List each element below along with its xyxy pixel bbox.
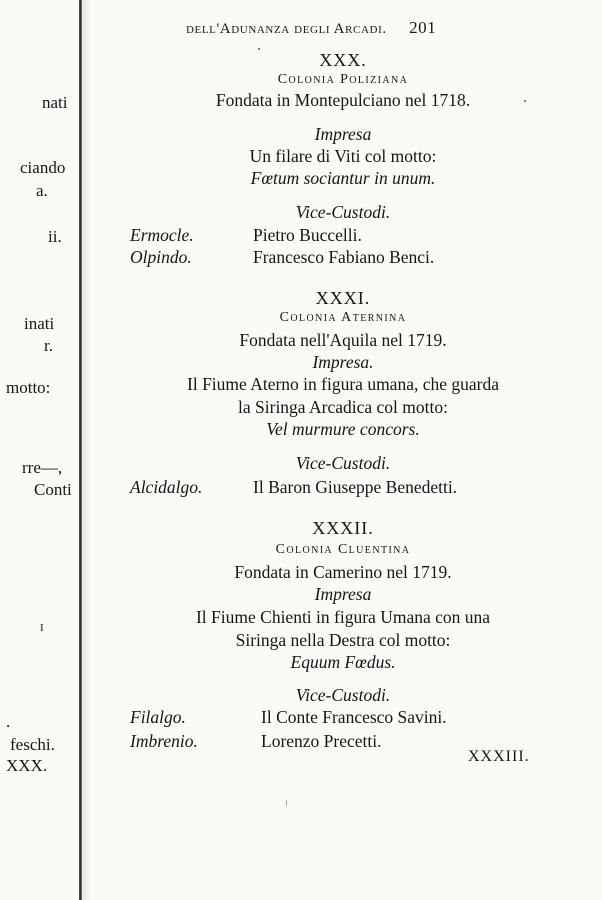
fragment-line: inati (24, 314, 55, 333)
impresa-line: Un filare di Viti col motto: (249, 146, 437, 166)
fragment-line: . (6, 712, 11, 731)
catchword: XXXIII. (468, 748, 530, 765)
page-number: 201 (409, 18, 437, 37)
running-title: dell'Adunanza degli Arcadi. (186, 21, 387, 37)
custode-name: Il Baron Giuseppe Benedetti. (253, 477, 458, 497)
arcadian-name: Ermocle. (130, 225, 194, 245)
impresa-line: Siringa nella Destra col motto: (235, 630, 451, 650)
previous-page-fragment (0, 0, 79, 900)
vice-custodi-label: Vice-Custodi. (295, 685, 391, 705)
colony-name: Colonia Aternina (279, 310, 407, 325)
paper-speck (258, 48, 260, 50)
fragment-line: nati (42, 93, 68, 112)
colony-motto: Equum Fœdus. (290, 652, 396, 672)
fragment-line: feschi. (10, 735, 55, 754)
fragment-line: ii. (48, 227, 62, 246)
paper-speck (524, 100, 526, 102)
fragment-line: r. (44, 336, 53, 355)
arcadian-name: Alcidalgo. (130, 477, 203, 497)
colony-name: Colonia Cluentina (275, 542, 411, 557)
arcadian-name: Olpindo. (130, 247, 192, 267)
vice-custodi-label: Vice-Custodi. (295, 202, 391, 222)
custode-name: Il Conte Francesco Savini. (261, 707, 447, 727)
fragment-line: Conti (34, 480, 72, 499)
vice-custodi-label: Vice-Custodi. (295, 453, 391, 473)
fragment-line: XXX. (6, 756, 48, 775)
colony-founded: Fondata in Camerino nel 1719. (234, 562, 452, 582)
custode-name: Lorenzo Precetti. (261, 731, 382, 751)
arcadian-name: Imbrenio. (130, 731, 198, 751)
custode-name: Pietro Buccelli. (253, 225, 362, 245)
paper-speck (286, 800, 287, 806)
impresa-line: la Siringa Arcadica col motto: (238, 397, 448, 417)
page-fold-shadow (82, 0, 92, 900)
colony-number: XXX. (319, 50, 367, 70)
impresa-label: Impresa (314, 584, 372, 604)
fragment-line: motto: (6, 378, 51, 397)
impresa-label: Impresa. (312, 352, 374, 372)
fragment-line: ciando (20, 158, 66, 177)
colony-number: XXXI. (315, 288, 371, 308)
colony-motto: Fœtum sociantur in unum. (250, 168, 436, 188)
impresa-line: Il Fiume Chienti in figura Umana con una (195, 607, 491, 627)
arcadian-name: Filalgo. (130, 707, 186, 727)
colony-motto: Vel murmure concors. (266, 419, 420, 439)
custode-name: Francesco Fabiano Benci. (253, 247, 435, 267)
impresa-label: Impresa (314, 124, 372, 144)
impresa-line: Il Fiume Aterno in figura umana, che guarda (187, 374, 499, 394)
colony-founded: Fondata in Montepulciano nel 1718. (215, 90, 471, 110)
fragment-line: I (40, 622, 44, 634)
colony-founded: Fondata nell'Aquila nel 1719. (239, 330, 447, 350)
fragment-line: a. (36, 181, 48, 200)
colony-name: Colonia Poliziana (277, 72, 409, 87)
colony-number: XXXII. (312, 518, 374, 538)
fragment-line: rre—, (22, 458, 63, 477)
running-header (186, 18, 436, 38)
